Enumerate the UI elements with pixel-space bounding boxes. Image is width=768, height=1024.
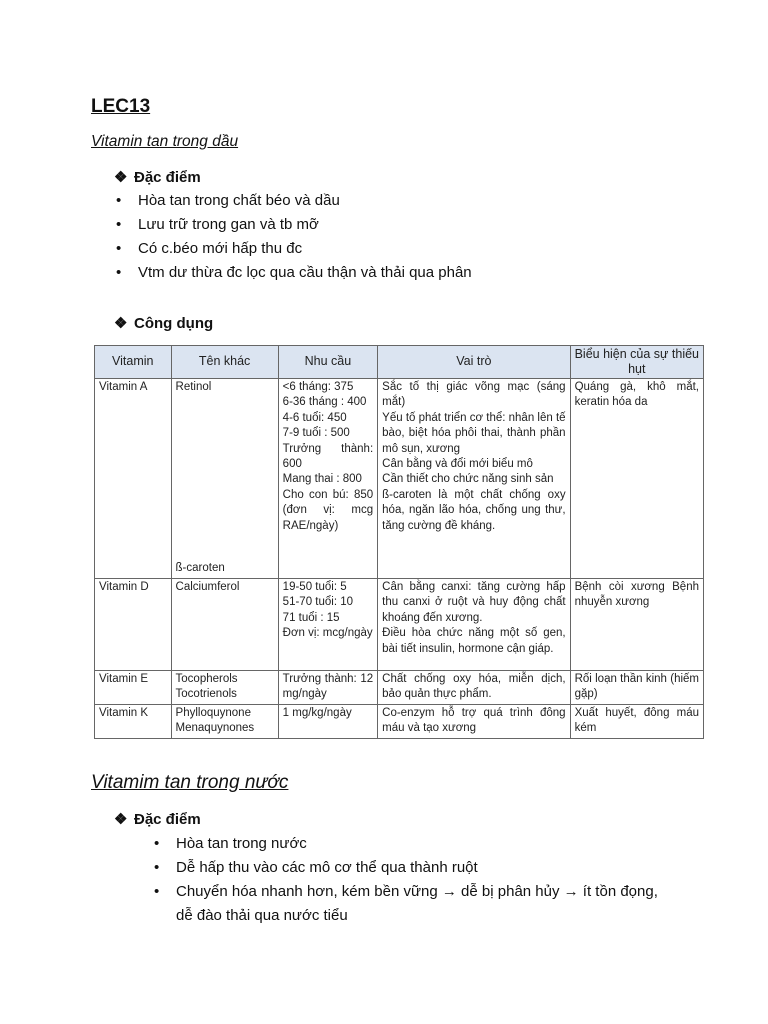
section2-features-list <box>152 832 672 928</box>
table-row <box>95 671 704 705</box>
cell-vitamin: Vitamin E <box>95 671 172 705</box>
need-line: Mang thai : 800 <box>282 473 362 486</box>
other-name: Tocopherols <box>175 673 238 685</box>
cell-other-names <box>171 579 278 671</box>
need-line: Trưởng thành: 600 <box>282 442 374 471</box>
other-name: ß-caroten <box>175 561 225 574</box>
cell-need <box>278 704 377 738</box>
role-line: ß-caroten là một chất chống oxy hóa, ngăn lão hóa, chống ung thư, tăng cường đề kháng. <box>382 488 566 532</box>
cell-role <box>378 671 570 705</box>
cell-other-names <box>171 379 278 579</box>
list-item: • Dễ hấp thu vào các mô cơ thể qua thành ruột <box>152 856 672 880</box>
table-header-vitamin: Vitamin <box>95 346 172 379</box>
section1-features-heading <box>114 168 201 186</box>
cell-vitamin: Vitamin D <box>95 579 172 671</box>
cell-deficiency: Rối loạn thần kinh (hiếm gặp) <box>570 671 703 705</box>
diamond-bullet-icon: ❖ <box>114 811 128 828</box>
table-header-need: Nhu cầu <box>278 346 377 379</box>
other-name: Menaquynones <box>175 722 255 735</box>
section1-uses-heading-text: Công dụng <box>134 315 214 332</box>
role-line: Sắc tố thị giác võng mạc (sáng mắt) <box>382 381 566 409</box>
cell-other-names <box>171 704 278 738</box>
section2-features-heading-text: Đặc điểm <box>134 811 201 828</box>
section1-heading: Vitamin tan trong dầu <box>91 133 239 150</box>
cell-deficiency: Bệnh còi xương Bệnh nhuyễn xương <box>570 579 703 671</box>
cell-vitamin: Vitamin K <box>95 704 172 738</box>
other-name: Tocotrienols <box>175 688 237 701</box>
role-line: Chất chống oxy hóa, miễn dịch, bảo quản thực phẩm. <box>382 673 566 701</box>
list-item: • Hòa tan trong nước <box>152 832 672 856</box>
section1-uses-heading <box>114 314 213 332</box>
table-header-deficiency: Biểu hiện của sự thiếu hụt <box>570 346 703 379</box>
diamond-bullet-icon: ❖ <box>114 315 128 332</box>
cell-deficiency: Xuất huyết, đông máu kém <box>570 704 703 738</box>
table-header-role: Vai trò <box>378 346 570 379</box>
need-line: 19-50 tuổi: 5 <box>282 581 347 593</box>
cell-need <box>278 579 377 671</box>
need-line: Trưởng thành: 12 mg/ngày <box>282 673 374 701</box>
role-line: Cần thiết cho chức năng sinh sản <box>382 473 554 486</box>
cell-other-names <box>171 671 278 705</box>
list-item: • Có c.béo mới hấp thu đc <box>114 237 654 261</box>
need-line: 71 tuổi : 15 <box>282 611 340 624</box>
cell-role <box>378 379 570 579</box>
cell-deficiency: Quáng gà, khô mắt, keratin hóa da <box>570 379 703 579</box>
section2-features-heading <box>114 810 201 828</box>
need-line: 7-9 tuổi : 500 <box>282 427 350 440</box>
list-item: • Vtm dư thừa đc lọc qua cầu thận và thải qua phân <box>114 261 654 285</box>
need-line: 1 mg/kg/ngày <box>282 706 352 719</box>
need-line: Cho con bú: 850 (đơn vị: mcg RAE/ngày) <box>282 488 374 532</box>
cell-vitamin: Vitamin A <box>95 379 172 579</box>
table-row <box>95 379 704 579</box>
list-item: • Chuyển hóa nhanh hơn, kém bền vững → dễ bị phân hủy → ít tồn đọng, dễ đào thải qua nước tiểu <box>152 880 672 928</box>
need-line: 6-36 tháng : 400 <box>282 396 367 409</box>
need-line: <6 tháng: 375 <box>282 381 354 393</box>
table-row <box>95 704 704 738</box>
table-row <box>95 579 704 671</box>
list-item: • Hòa tan trong chất béo và dầu <box>114 189 654 213</box>
need-line: 51-70 tuổi: 10 <box>282 596 354 609</box>
role-line: Điều hòa chức năng một số gen, bài tiết insulin, hormone cận giáp. <box>382 627 566 655</box>
role-line: Cân bằng và đổi mới biểu mô <box>382 458 533 471</box>
other-name: Calciumferol <box>175 581 240 593</box>
section1-features-list <box>114 189 654 285</box>
other-name: Retinol <box>175 381 212 393</box>
section1-features-heading-text: Đặc điểm <box>134 169 201 186</box>
need-line: Đơn vị: mcg/ngày <box>282 627 373 640</box>
section2-heading: Vitamim tan trong nước <box>91 772 289 793</box>
cell-need <box>278 671 377 705</box>
lecture-title: LEC13 <box>91 96 151 117</box>
vitamin-table <box>94 345 704 739</box>
cell-need <box>278 379 377 579</box>
role-line: Co-enzym hỗ trợ quá trình đông máu và tạo xương <box>382 706 566 735</box>
cell-role <box>378 579 570 671</box>
role-line: Yếu tố phát triển cơ thể: nhân lên tế bào, biệt hóa phôi thai, thành phần mô sụn, xương <box>382 411 566 455</box>
diamond-bullet-icon: ❖ <box>114 169 128 186</box>
need-line: 4-6 tuổi: 450 <box>282 411 347 424</box>
role-line: Cân bằng canxi: tăng cường hấp thu canxi ở ruột và huy động chất khoáng đến xương. <box>382 581 566 624</box>
table-header-other-names: Tên khác <box>171 346 278 379</box>
other-name: Phylloquynone <box>175 706 251 719</box>
cell-role <box>378 704 570 738</box>
list-item: • Lưu trữ trong gan và tb mỡ <box>114 213 654 237</box>
